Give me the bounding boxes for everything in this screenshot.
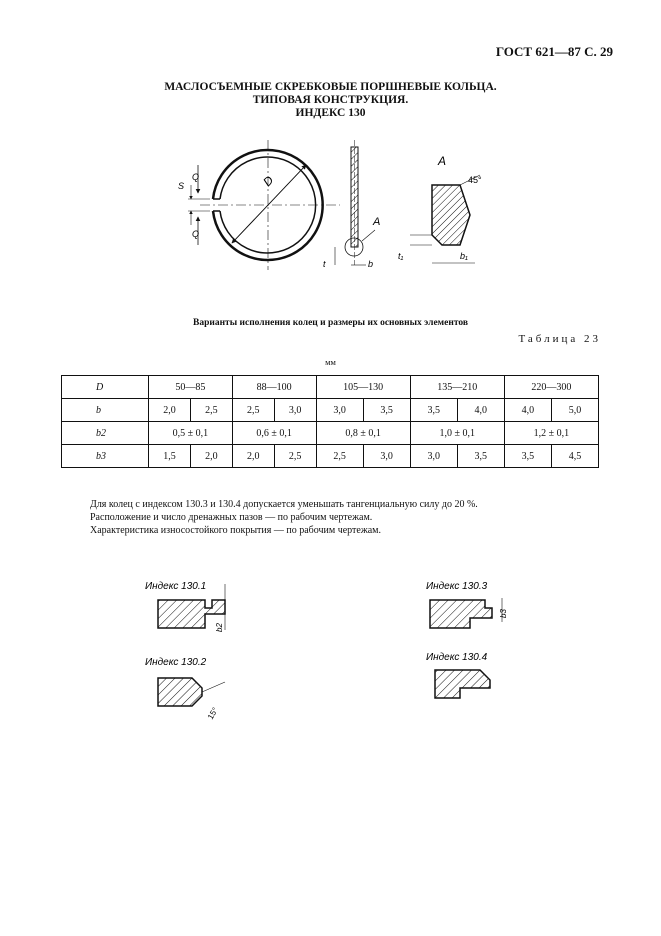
row-label: D	[62, 376, 149, 399]
table-cell: 2,0	[190, 445, 232, 468]
table-cell: 0,6 ± 0,1	[232, 422, 316, 445]
table-cell: 105—130	[316, 376, 410, 399]
note-3: Характеристика износостойкого покрытия — по рабочим чертежам.	[90, 525, 382, 536]
label-t1: t₁	[398, 251, 404, 261]
table-row	[62, 376, 599, 399]
label-b: b	[368, 259, 374, 269]
table-cell: 1,2 ± 0,1	[504, 422, 598, 445]
page-header: ГОСТ 621—87 С. 29	[495, 44, 613, 59]
table-cell: 2,5	[232, 399, 274, 422]
table-cell: 50—85	[149, 376, 233, 399]
label-b1: b₁	[460, 251, 468, 261]
title-line-1: МАСЛОСЪЕМНЫЕ СКРЕБКОВЫЕ ПОРШНЕВЫЕ КОЛЬЦА.	[164, 81, 497, 93]
table-cell: 0,5 ± 0,1	[149, 422, 233, 445]
table-cell: 3,0	[363, 445, 410, 468]
table-cell: 4,5	[551, 445, 598, 468]
table-cell: 5,0	[551, 399, 598, 422]
label-t: t	[323, 259, 326, 269]
dim-15: 15°	[205, 706, 220, 721]
title-line-3: ИНДЕКС 130	[295, 107, 366, 119]
dim-b2: b2	[215, 623, 224, 632]
label-Q2: Q	[192, 229, 200, 239]
detail-130-4-label: Индекс 130.4	[426, 652, 488, 663]
label-D: D	[260, 173, 277, 190]
detail-130-1-label: Индекс 130.1	[145, 581, 207, 592]
row-label: b2	[62, 422, 149, 445]
table-cell: 220—300	[504, 376, 598, 399]
label-Q1: Q	[192, 172, 200, 182]
table-cell: 3,5	[457, 445, 504, 468]
table-cell: 2,0	[232, 445, 274, 468]
table-cell: 2,0	[149, 399, 191, 422]
detail-130-2-label: Индекс 130.2	[145, 657, 207, 668]
note-2: Расположение и число дренажных пазов — по рабочим чертежам.	[90, 512, 373, 523]
row-label: b3	[62, 445, 149, 468]
table-cell: 4,0	[457, 399, 504, 422]
table-cell: 1,0 ± 0,1	[410, 422, 504, 445]
table-cell: 3,5	[363, 399, 410, 422]
table-number: Таблица 23	[518, 333, 601, 345]
table-caption: Варианты исполнения колец и размеры их основных элементов	[192, 318, 469, 328]
table-cell: 3,5	[504, 445, 551, 468]
table-cell: 88—100	[232, 376, 316, 399]
label-A2: A	[438, 154, 447, 168]
table-row	[62, 445, 599, 468]
note-1: Для колец с индексом 130.3 и 130.4 допускается уменьшать тангенциальную силу до 20 %.	[90, 499, 478, 510]
dimensions-table	[61, 375, 599, 468]
detail-130-3-label: Индекс 130.3	[426, 581, 488, 592]
detail-variants	[130, 570, 590, 730]
table-cell: 3,0	[274, 399, 316, 422]
table-row	[62, 422, 599, 445]
dim-b3: b3	[499, 609, 508, 618]
table-cell: 1,5	[149, 445, 191, 468]
table-cell: 135—210	[410, 376, 504, 399]
table-cell: 3,0	[410, 445, 457, 468]
table-cell: 2,5	[190, 399, 232, 422]
label-A1: A	[373, 216, 381, 228]
label-S: S	[178, 181, 185, 191]
table-cell: 4,0	[504, 399, 551, 422]
ring-drawing	[170, 135, 500, 285]
title-line-2: ТИПОВАЯ КОНСТРУКЦИЯ.	[252, 94, 409, 106]
unit-label: мм	[325, 357, 336, 367]
table-cell: 2,5	[274, 445, 316, 468]
table-cell: 3,0	[316, 399, 363, 422]
table-cell: 2,5	[316, 445, 363, 468]
table-row	[62, 399, 599, 422]
label-45: 45°	[468, 175, 482, 185]
table-cell: 3,5	[410, 399, 457, 422]
row-label: b	[62, 399, 149, 422]
table-cell: 0,8 ± 0,1	[316, 422, 410, 445]
